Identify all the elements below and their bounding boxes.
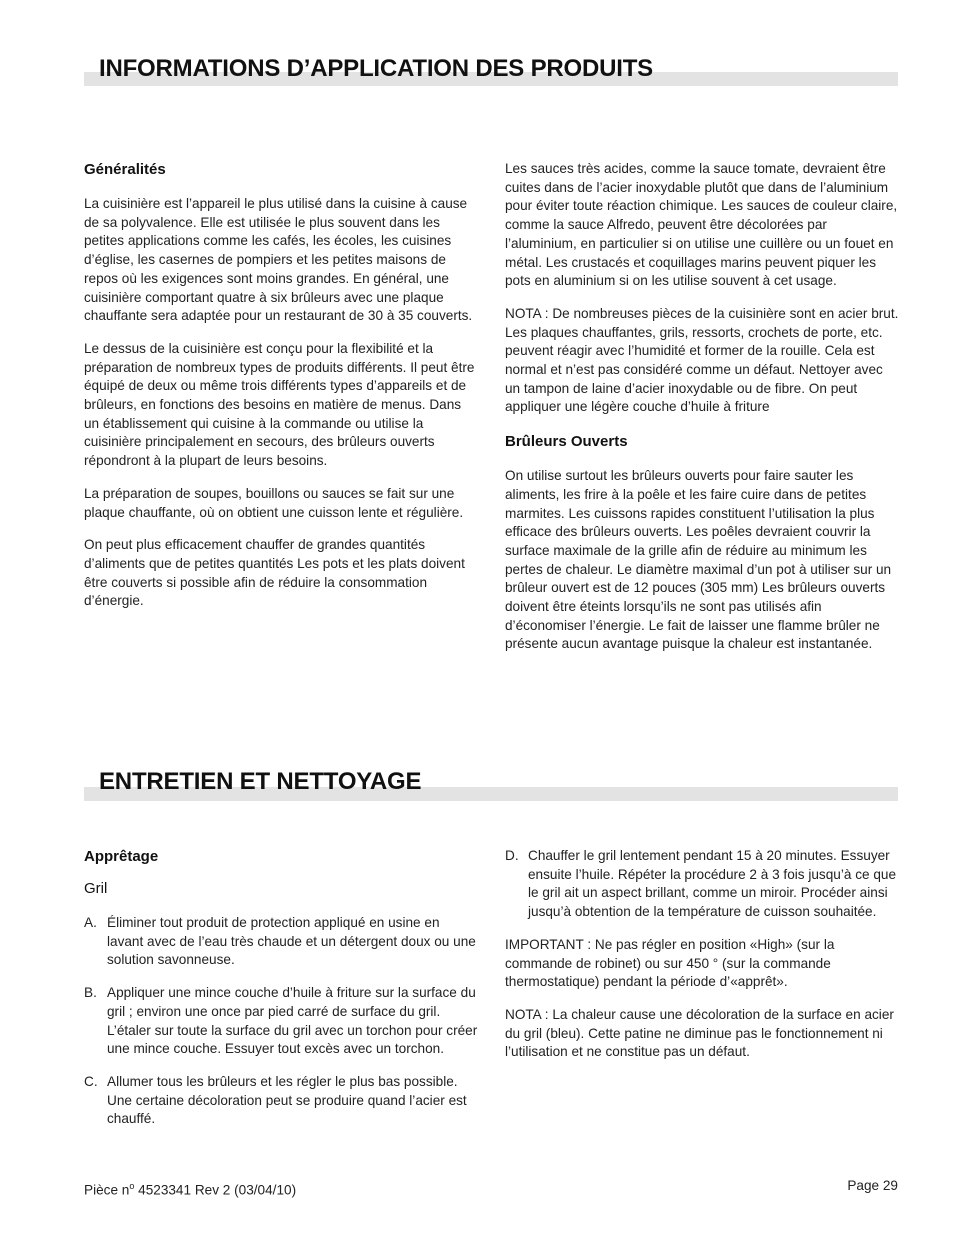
paragraph: La cuisinière est l’appareil le plus utilisé dans la cuisine à cause de sa polyvalence. Elle est utilisée le plus souvent dans les petites applications comme les cafés, les écoles, les cuisines d’église, les casernes de pompiers et les petites maisons de repos où les exigences sont moins grandes. En général, une cuisinière comportant quatre à six brûleurs avec une plaque chauffante sera adaptée pour un restaurant de 30 à 35 couverts.: [84, 196, 473, 324]
list-item: [84, 914, 478, 970]
section-title-maintenance: ENTRETIEN ET NETTOYAGE: [99, 768, 422, 795]
paragraph-nota: NOTA : La chaleur cause une décoloration de la surface en acier du gril (bleu). Cette patine ne diminue pas le fonctionnement ni l’utilisation et ne constitue pas un défaut.: [505, 1006, 894, 1060]
footer-page-number: Page 29: [847, 1178, 898, 1193]
heading-bruleurs-ouverts: Brûleurs Ouverts: [505, 433, 628, 451]
list-item: [84, 984, 478, 1059]
list-item-text: Chauffer le gril lentement pendant 15 à 20 minutes. Essuyer ensuite l’huile. Répéter la procédure 2 à 3 fois jusqu’à ce que le gril ait un aspect brillant, comme un miroir. Procéder ainsi jusqu’à obtention de la température de cuisson souhaitée.: [528, 848, 897, 920]
column-left-general: [84, 160, 478, 611]
subheading-gril: Gril: [84, 880, 108, 897]
paragraph: Les sauces très acides, comme la sauce tomate, devraient être cuites dans de l’acier inoxydable plutôt que dans de l’aluminium pour éviter toute réaction chimique. Les sauces de couleur claire, comme la sauce Alfredo, peuvent être décolorées par l’aluminium, en particulier si on utilise une cuillère ou un fouet en métal. Les crustacés et coquillages marins peuvent piquer les pots en aluminium si on les utilise souvent à cet usage.: [505, 161, 898, 289]
paragraph-nota: NOTA : De nombreuses pièces de la cuisinière sont en acier brut. Les plaques chauffantes, grils, ressorts, crochets de porte, etc. peuvent réagir avec l’humidité et former de la rouille. Cela est normal et n’est pas considéré comme un défaut. Nettoyer avec un tampon de laine d’acier inoxydable ou de fibre. On peut appliquer une légère couche d’huile à friture: [505, 305, 899, 415]
list-item-label: A.: [84, 915, 97, 930]
list-item-text: Éliminer tout produit de protection appliqué en usine en lavant avec de l’eau très chaude et un détergent doux ou une solution savonneuse.: [107, 915, 476, 968]
paragraph: On utilise surtout les brûleurs ouverts pour faire sauter les aliments, les frire à la poêle et les faire cuire dans de petites marmites. Les cuissons rapides constituent l’utilisation la plus efficace des brûleurs ouverts. Les poêles devraient couvrir la surface maximale de la grille afin de réduire au minimum les pertes de chaleur. Le diamètre maximal d’un pot à utiliser sur un brûleur ouvert est de 12 pouces (305 mm) Les brûleurs ouverts doivent être éteints lorsqu’ils ne sont pas utilisés afin d’économiser l’énergie. Le fait de laisser une flamme brûler ne présente aucun avantage puisque la chaleur est instantanée.: [505, 468, 892, 652]
paragraph: Le dessus de la cuisinière est conçu pour la flexibilité et la préparation de nombreux types de produits différents. Il peut être équipé de deux ou même trois différents types d’appareils et de brûleurs, en fonctions des besoins en matière de menus. Dans un établissement qui cuisine à la commande ou utilise la cuisinière principalement en secours, des brûleurs ouverts répondront à la plupart de leurs besoins.: [84, 340, 475, 469]
paragraph-important: IMPORTANT : Ne pas régler en position «High» (sur la commande de robinet) ou sur 450 ° (sur la commande thermostatique) pendant la période d’«apprêt».: [505, 936, 835, 990]
part-rest: 4523341 Rev 2 (03/04/10): [134, 1182, 297, 1198]
footer-part-number: [84, 1177, 296, 1200]
list-item: [505, 847, 899, 922]
list-item-label: D.: [505, 848, 519, 863]
heading-generalites: Généralités: [84, 161, 166, 178]
list-item-label: C.: [84, 1073, 98, 1089]
list-item-label: B.: [84, 985, 97, 1001]
list-item: [84, 1073, 478, 1129]
list-item-text: Appliquer une mince couche d’huile à friture sur la surface du gril ; environ une once par pied carré de surface du gril. L’étaler sur toute la surface du gril avec un torchon pour créer une mince couche. Essuyer tout excès avec un torchon.: [107, 985, 478, 1057]
heading-appretage: Apprêtage: [84, 848, 159, 865]
section-title-product-info: INFORMATIONS D’APPLICATION DES PRODUITS: [99, 55, 653, 82]
paragraph: La préparation de soupes, bouillons ou sauces se fait sur une plaque chauffante, où on obtient une cuisson lente et régulière.: [84, 485, 464, 520]
part-sup: o: [129, 1181, 135, 1191]
part-prefix: Pièce n: [84, 1182, 130, 1198]
column-right-general: [505, 160, 899, 654]
paragraph: On peut plus efficacement chauffer de grandes quantités d’aliments que de petites quantités Les pots et les plats doivent être couverts si possible afin de réduire la consommation d’énergie.: [84, 537, 465, 609]
column-left-maintenance: [84, 847, 478, 1129]
column-right-maintenance: [505, 847, 899, 1062]
list-item-text: Allumer tous les brûleurs et les régler le plus bas possible. Une certaine décoloration peut se produire quand l’acier est chauffé.: [107, 1073, 467, 1127]
